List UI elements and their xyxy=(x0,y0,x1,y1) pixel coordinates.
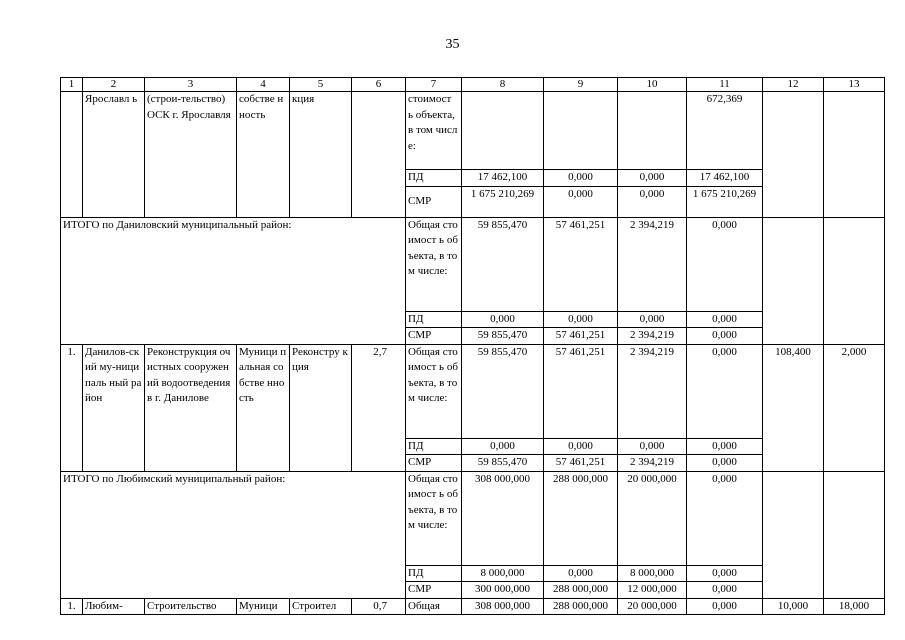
cell-value: 0,000 xyxy=(462,438,544,455)
cell-value: 0,000 xyxy=(687,438,763,455)
cell-value: 0,000 xyxy=(687,217,763,311)
cell-col12 xyxy=(763,471,824,598)
cell-value: 0,000 xyxy=(544,186,618,217)
cell-col13 xyxy=(824,471,885,598)
cell-value: 1 675 210,269 xyxy=(687,186,763,217)
cell-value: 20 000,000 xyxy=(618,471,687,565)
cell-value: 0,000 xyxy=(544,438,618,455)
cell-index xyxy=(61,92,83,218)
page-number: 35 xyxy=(445,37,460,52)
cell-value: 0,000 xyxy=(687,328,763,345)
cell-value: 59 855,470 xyxy=(462,344,544,438)
cell-value: 288 000,000 xyxy=(544,582,618,599)
col-header-8: 8 xyxy=(462,78,544,92)
cell-object-name: Реконструкция очистных сооружений водоотведения в г. Данилове xyxy=(145,344,237,471)
cell-value: 0,000 xyxy=(687,471,763,565)
cell-col12 xyxy=(763,92,824,218)
cell-municipality: Данилов-ский му-ниципаль ный район xyxy=(83,344,145,471)
cell-municipality: Ярославл ь xyxy=(83,92,145,218)
cell-work-type: Строител xyxy=(290,598,352,615)
cell-value: 2 394,219 xyxy=(618,217,687,311)
cell-value: 0,000 xyxy=(544,311,618,328)
cell-object-name: Строительство xyxy=(145,598,237,615)
cell-value: 2 394,219 xyxy=(618,328,687,345)
table-row-total xyxy=(61,217,885,311)
cell-col13 xyxy=(824,92,885,218)
cell-value: 59 855,470 xyxy=(462,455,544,472)
cell-value: 8 000,000 xyxy=(618,565,687,582)
cell-value: 0,000 xyxy=(687,455,763,472)
cell-value: 0,000 xyxy=(618,170,687,187)
cell-value: 57 461,251 xyxy=(544,455,618,472)
cell-value: 2 394,219 xyxy=(618,455,687,472)
cell-pd-label: ПД xyxy=(406,170,462,187)
cell-value: 0,000 xyxy=(618,186,687,217)
cell-value: 17 462,100 xyxy=(462,170,544,187)
cell-capacity xyxy=(352,92,406,218)
table-row xyxy=(61,344,885,438)
cell-col13: 18,000 xyxy=(824,598,885,615)
column-number-row xyxy=(61,78,885,92)
cell-value: 0,000 xyxy=(687,565,763,582)
cell-value: 0,000 xyxy=(544,170,618,187)
cell-ownership: Муници xyxy=(237,598,290,615)
col-header-5: 5 xyxy=(290,78,352,92)
cell-pd-label: ПД xyxy=(406,438,462,455)
cell-cost-label: Общая xyxy=(406,598,462,615)
cell-value: 59 855,470 xyxy=(462,217,544,311)
cell-smr-label: СМР xyxy=(406,582,462,599)
cell-work-type: Реконстру кция xyxy=(290,344,352,471)
cell-value: 59 855,470 xyxy=(462,328,544,345)
cell-value: 0,000 xyxy=(687,582,763,599)
cell-value: 17 462,100 xyxy=(687,170,763,187)
col-header-12: 12 xyxy=(763,78,824,92)
cell-ownership: Муници пальная собстве нность xyxy=(237,344,290,471)
col-header-10: 10 xyxy=(618,78,687,92)
cell-col12 xyxy=(763,217,824,344)
cell-smr-label: СМР xyxy=(406,186,462,217)
table-row xyxy=(61,598,885,615)
col-header-4: 4 xyxy=(237,78,290,92)
cell-col12: 108,400 xyxy=(763,344,824,471)
cell-col13: 2,000 xyxy=(824,344,885,471)
cell-value: 288 000,000 xyxy=(544,471,618,565)
col-header-6: 6 xyxy=(352,78,406,92)
investment-table xyxy=(60,77,885,615)
cell-value: 672,369 xyxy=(687,92,763,170)
cell-col12: 10,000 xyxy=(763,598,824,615)
cell-capacity: 2,7 xyxy=(352,344,406,471)
cell-value: 57 461,251 xyxy=(544,328,618,345)
cell-value: 0,000 xyxy=(618,438,687,455)
col-header-11: 11 xyxy=(687,78,763,92)
cell-capacity: 0,7 xyxy=(352,598,406,615)
cell-value xyxy=(618,92,687,170)
cell-col13 xyxy=(824,217,885,344)
cell-value: 0,000 xyxy=(544,565,618,582)
cell-value: 0,000 xyxy=(687,344,763,438)
cell-value: 308 000,000 xyxy=(462,598,544,615)
table-row-total xyxy=(61,471,885,565)
cell-value: 1 675 210,269 xyxy=(462,186,544,217)
cell-value xyxy=(544,92,618,170)
cell-pd-label: ПД xyxy=(406,311,462,328)
cell-value: 0,000 xyxy=(462,311,544,328)
cell-pd-label: ПД xyxy=(406,565,462,582)
cell-value: 12 000,000 xyxy=(618,582,687,599)
table-row xyxy=(61,92,885,170)
total-label: ИТОГО по Даниловский муниципальный район: xyxy=(61,217,406,344)
cell-cost-label: Общая стоимост ь объекта, в том числе: xyxy=(406,217,462,311)
cell-value xyxy=(462,92,544,170)
cell-value: 0,000 xyxy=(687,311,763,328)
cell-cost-label: Общая стоимост ь объекта, в том числе: xyxy=(406,344,462,438)
cell-cost-label: стоимост ь объекта, в том числе: xyxy=(406,92,462,170)
cell-value: 2 394,219 xyxy=(618,344,687,438)
col-header-9: 9 xyxy=(544,78,618,92)
col-header-13: 13 xyxy=(824,78,885,92)
cell-smr-label: СМР xyxy=(406,328,462,345)
cell-value: 288 000,000 xyxy=(544,598,618,615)
cell-cost-label: Общая стоимост ь объекта, в том числе: xyxy=(406,471,462,565)
col-header-2: 2 xyxy=(83,78,145,92)
col-header-3: 3 xyxy=(145,78,237,92)
cell-value: 300 000,000 xyxy=(462,582,544,599)
cell-index: 1. xyxy=(61,598,83,615)
total-label: ИТОГО по Любимский муниципальный район: xyxy=(61,471,406,598)
cell-index: 1. xyxy=(61,344,83,471)
cell-object-name: (строи-тельство) ОСК г. Ярославля xyxy=(145,92,237,218)
cell-work-type: кция xyxy=(290,92,352,218)
cell-value: 57 461,251 xyxy=(544,217,618,311)
cell-smr-label: СМР xyxy=(406,455,462,472)
col-header-1: 1 xyxy=(61,78,83,92)
cell-value: 0,000 xyxy=(618,311,687,328)
cell-value: 8 000,000 xyxy=(462,565,544,582)
cell-value: 308 000,000 xyxy=(462,471,544,565)
cell-value: 0,000 xyxy=(687,598,763,615)
cell-value: 57 461,251 xyxy=(544,344,618,438)
cell-municipality: Любим- xyxy=(83,598,145,615)
cell-ownership: собстве нность xyxy=(237,92,290,218)
col-header-7: 7 xyxy=(406,78,462,92)
cell-value: 20 000,000 xyxy=(618,598,687,615)
